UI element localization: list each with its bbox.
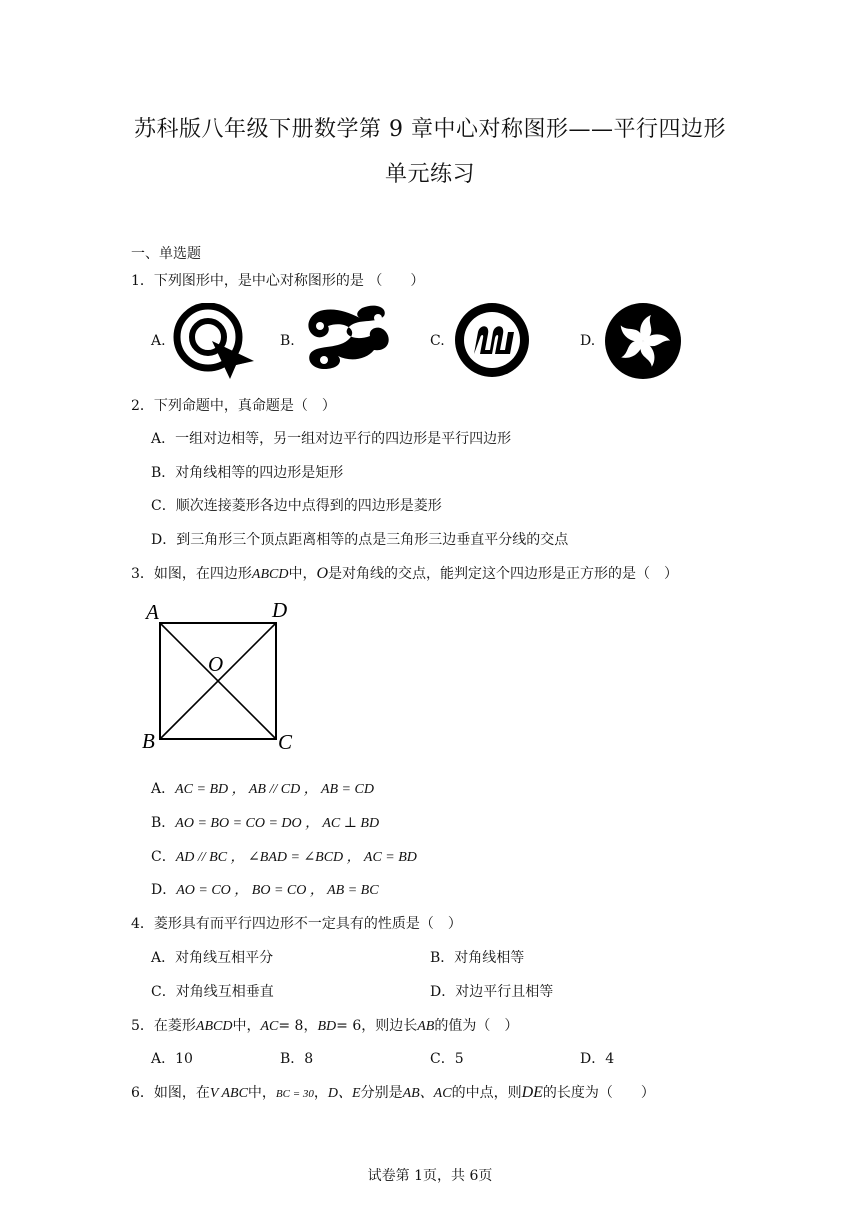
bauhinia-flower-icon xyxy=(604,302,682,380)
page-footer: 试卷第 1页，共 6页 xyxy=(367,1168,493,1184)
target-cursor-icon xyxy=(172,303,258,379)
question-4-stem: 4．菱形具有而平行四边形不一定具有的性质是（ ） xyxy=(131,916,462,932)
square-abcd-figure xyxy=(138,597,298,757)
section-heading: 一、单选题 xyxy=(131,246,201,262)
q2-option-d: D．到三角形三个顶点距离相等的点是三角形三边垂直平分线的交点 xyxy=(151,532,569,548)
q5-option-d: D．4 xyxy=(580,1051,615,1067)
question-3-stem: 3．如图，在四边形ABCD中，O是对角线的交点，能判定这个四边形是正方形的是（ ） xyxy=(131,565,679,582)
question-1-stem: 1．下列图形中，是中心对称图形的是 （ ） xyxy=(131,273,425,289)
q1-option-c-label: C. xyxy=(430,333,445,349)
q4-option-a: A．对角线互相平分 xyxy=(151,950,274,966)
q1-option-d-label: D. xyxy=(580,333,596,349)
vertex-a-label: A xyxy=(146,600,159,624)
q3-option-d: D．AO = CO ， BO = CO ， AB = BC xyxy=(151,882,379,898)
q2-option-b: B．对角线相等的四边形是矩形 xyxy=(151,465,344,481)
question-6-stem: 6．如图，在V ABC中，BC = 30，D、E分别是AB、AC的中点，则DE的长度为（ ） xyxy=(131,1084,655,1101)
vertex-b-label: B xyxy=(142,729,155,753)
q1-option-b-label: B. xyxy=(280,333,295,349)
q4-option-c: C．对角线互相垂直 xyxy=(151,984,274,1000)
m-emblem-icon xyxy=(454,302,530,378)
q2-option-a: A．一组对边相等，另一组对边平行的四边形是平行四边形 xyxy=(151,431,512,447)
q5-option-a: A．10 xyxy=(151,1051,193,1067)
vertex-d-label: D xyxy=(272,598,288,622)
q3-option-a: A．AC = BD ， AB // CD ， AB = CD xyxy=(151,781,374,797)
swirl-cloud-icon xyxy=(302,304,394,376)
q4-option-b: B．对角线相等 xyxy=(430,950,525,966)
q2-option-c: C．顺次连接菱形各边中点得到的四边形是菱形 xyxy=(151,498,442,514)
q3-option-b: B．AO = BO = CO = DO ， AC ⊥ BD xyxy=(151,815,380,831)
page-subtitle: 单元练习 xyxy=(384,162,475,187)
q3-option-c: C．AD // BC ， ∠BAD = ∠BCD ， AC = BD xyxy=(151,849,417,865)
question-2-stem: 2．下列命题中，真命题是（ ） xyxy=(131,398,336,414)
vertex-c-label: C xyxy=(278,730,293,754)
q1-option-a-label: A. xyxy=(151,333,166,349)
q4-option-d: D．对边平行且相等 xyxy=(430,984,554,1000)
center-o-label: O xyxy=(208,652,224,676)
question-5-stem: 5．在菱形ABCD中，AC= 8，BD= 6，则边长AB的值为（ ） xyxy=(131,1018,519,1034)
q5-option-c: C．5 xyxy=(430,1051,464,1067)
page-title: 苏科版八年级下册数学第 9 章中心对称图形——平行四边形 xyxy=(134,117,726,142)
q5-option-b: B．8 xyxy=(280,1051,314,1067)
